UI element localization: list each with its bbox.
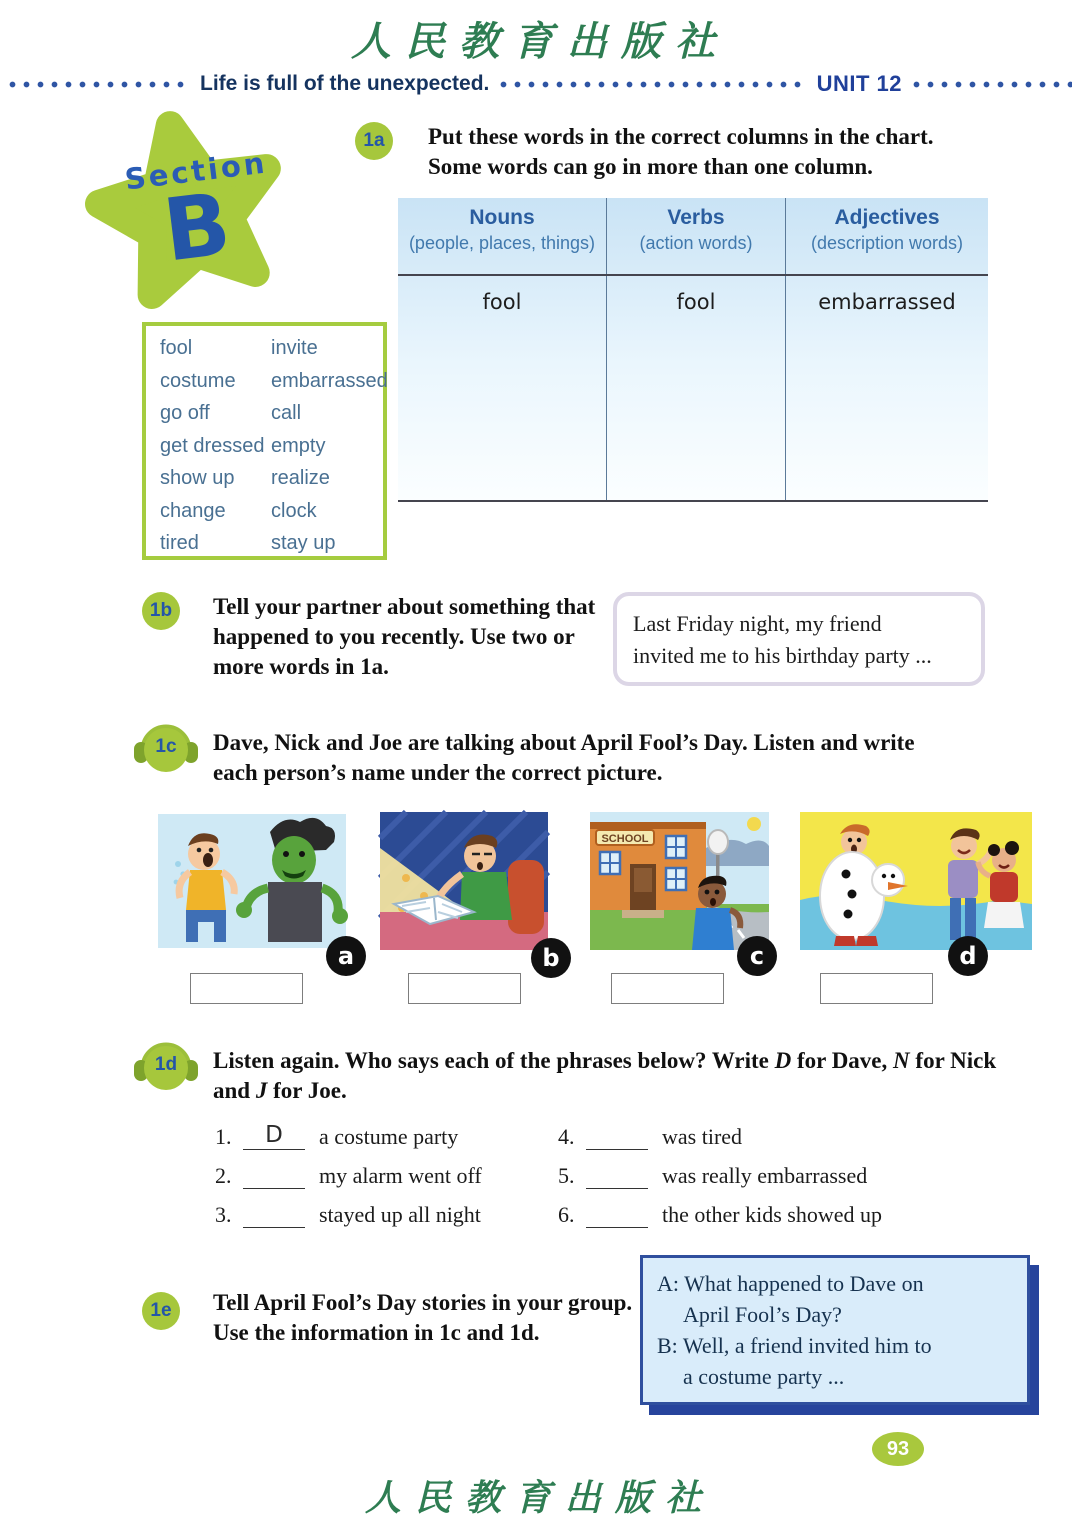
phrase-text: was really embarrassed: [662, 1163, 868, 1188]
item-number: 5.: [558, 1163, 575, 1188]
instruction-1b: Tell your partner about something that happened to you recently. Use two or more words in 1a.: [213, 594, 596, 679]
dialogue-line-4: a costume party ...: [683, 1364, 845, 1389]
word-bank-column-1: [160, 332, 271, 556]
picture-c-empty-school: [586, 808, 773, 954]
publisher-logo-bottom: 人民教育出版社: [364, 1478, 715, 1519]
picture-d-answer-box: [820, 973, 933, 1004]
instruction-1d-letter-d: D: [774, 1048, 792, 1073]
word-item: tired: [160, 532, 199, 554]
dotted-rule-right: [912, 80, 1072, 89]
badge-1a: 1a: [355, 122, 393, 160]
instruction-1d-text: for Joe.: [267, 1078, 347, 1103]
dialogue-line-2: April Fool’s Day?: [683, 1302, 842, 1327]
bubble-line-2: invited me to his birthday party ...: [633, 643, 932, 668]
picture-b-illustration: [376, 808, 552, 954]
answer-blank-3: [243, 1203, 305, 1228]
chart-entry-adjectives: embarrassed: [818, 290, 956, 314]
publisher-logo-top: 人民教育出版社: [351, 19, 729, 65]
speech-bubble-1b: [613, 592, 985, 686]
unit-header: [8, 72, 1072, 96]
chart-entry-verbs: fool: [676, 290, 716, 314]
phrase-item-1: [215, 1120, 482, 1150]
section-word: Section: [122, 145, 270, 197]
chart-column-adjectives: [786, 198, 988, 500]
item-number: 2.: [215, 1163, 232, 1188]
chart-entry-nouns: fool: [482, 290, 522, 314]
chart-subheader-verbs: (action words): [639, 233, 753, 253]
instruction-1d-text: for Dave,: [791, 1048, 894, 1073]
chart-header-nouns: Nouns: [469, 206, 535, 229]
answer-blank-4: [586, 1125, 648, 1150]
answer-blank-6: [586, 1203, 648, 1228]
picture-a-answer-box: [190, 973, 303, 1004]
phrase-text: the other kids showed up: [662, 1202, 882, 1227]
badge-1c-label: 1c: [155, 736, 177, 757]
word-item: show up: [160, 467, 235, 489]
phrase-text: my alarm went off: [319, 1163, 482, 1188]
word-bank-column-2: [271, 332, 388, 556]
phrase-list-left: [215, 1120, 482, 1237]
phrase-text: a costume party: [319, 1124, 459, 1149]
word-item: go off: [160, 402, 210, 424]
instruction-1a: [428, 122, 1003, 182]
phrase-item-5: [558, 1159, 882, 1189]
badge-1e: 1e: [142, 1292, 180, 1330]
word-item: fool: [160, 337, 193, 359]
instruction-1c: [213, 728, 1003, 788]
item-number: 3.: [215, 1202, 232, 1227]
word-item: empty: [271, 434, 326, 457]
school-sign-text: SCHOOL: [601, 833, 649, 845]
unit-tagline: Life is full of the unexpected.: [200, 72, 490, 95]
item-number: 6.: [558, 1202, 575, 1227]
picture-b-studying-late: [376, 808, 552, 954]
picture-d-label: d: [948, 936, 988, 976]
dotted-rule-middle: [499, 80, 806, 89]
word-item: invite: [271, 337, 318, 359]
word-item: embarrassed: [271, 369, 388, 392]
item-number: 1.: [215, 1124, 232, 1149]
page-number-badge: 93: [872, 1432, 924, 1466]
word-item: get dressed: [160, 434, 265, 457]
badge-1d-listening: [130, 1034, 202, 1094]
bubble-line-1: Last Friday night, my friend: [633, 611, 882, 636]
word-item: call: [271, 402, 302, 424]
picture-c-label: c: [737, 936, 777, 976]
picture-d-snowman-costume: [796, 808, 1036, 954]
picture-c-illustration: [586, 808, 773, 954]
unit-number-label: UNIT 12: [816, 71, 902, 96]
section-b-star: [76, 96, 300, 320]
picture-b-label: b: [531, 938, 571, 978]
chart-header-adjectives: Adjectives: [834, 206, 940, 229]
answer-blank-2: [243, 1164, 305, 1189]
word-item: change: [160, 499, 226, 522]
chart-header-divider: [398, 274, 988, 276]
answer-1: D: [265, 1122, 283, 1148]
word-item: stay up: [271, 532, 336, 554]
instruction-1d: [213, 1046, 1008, 1106]
instruction-1c-line2: each person’s name under the correct picture.: [213, 760, 663, 785]
section-letter: B: [158, 174, 236, 282]
picture-a-illustration: [152, 808, 352, 954]
phrase-text: stayed up all night: [319, 1202, 481, 1227]
phrase-item-3: [215, 1198, 482, 1228]
phrase-item-2: [215, 1159, 482, 1189]
dialogue-line-1: A: What happened to Dave on: [657, 1271, 924, 1296]
instruction-1d-letter-n: N: [893, 1048, 910, 1073]
instruction-1a-line1: Put these words in the correct columns in the chart.: [428, 124, 934, 149]
dialogue-example-box: [640, 1255, 1030, 1405]
chart-subheader-adjectives: (description words): [810, 233, 964, 253]
word-item: realize: [271, 467, 330, 489]
phrase-list-right: [558, 1120, 882, 1237]
instruction-1d-text: Listen again. Who says each of the phrases below? Write: [213, 1048, 775, 1073]
instruction-1e: Tell April Fool’s Day stories in your group. Use the information in 1c and 1d.: [213, 1290, 633, 1345]
picture-b-answer-box: [408, 973, 521, 1004]
word-bank-box: [142, 322, 387, 560]
chart-column-verbs: [607, 198, 786, 500]
badge-1d-label: 1d: [154, 1054, 178, 1075]
word-sort-chart: [398, 198, 988, 502]
badge-1c-listening: [130, 716, 202, 776]
instruction-1d-letter-j: J: [255, 1078, 268, 1103]
answer-blank-5: [586, 1164, 648, 1189]
badge-1b: 1b: [142, 592, 180, 630]
dialogue-line-3: B: Well, a friend invited him to: [657, 1333, 932, 1358]
picture-d-illustration: [796, 808, 1036, 954]
dotted-rule-left: [8, 80, 190, 89]
phrase-text: was tired: [662, 1124, 743, 1149]
picture-a-monster-scare: [152, 808, 352, 954]
instruction-1c-line1: Dave, Nick and Joe are talking about April Fool’s Day. Listen and write: [213, 730, 915, 755]
picture-c-answer-box: [611, 973, 724, 1004]
instruction-1a-line2: Some words can go in more than one column.: [428, 154, 873, 179]
chart-header-verbs: Verbs: [667, 206, 725, 229]
item-number: 4.: [558, 1124, 575, 1149]
chart-column-nouns: [398, 198, 607, 500]
answer-blank-1: [243, 1122, 305, 1150]
picture-a-label: a: [326, 936, 366, 976]
word-item: clock: [271, 499, 317, 522]
phrase-item-4: [558, 1120, 882, 1150]
instruction-1d-text: for Nick and: [213, 1048, 997, 1103]
word-item: costume: [160, 369, 236, 392]
chart-subheader-nouns: (people, places, things): [408, 233, 596, 253]
phrase-item-6: [558, 1198, 882, 1228]
